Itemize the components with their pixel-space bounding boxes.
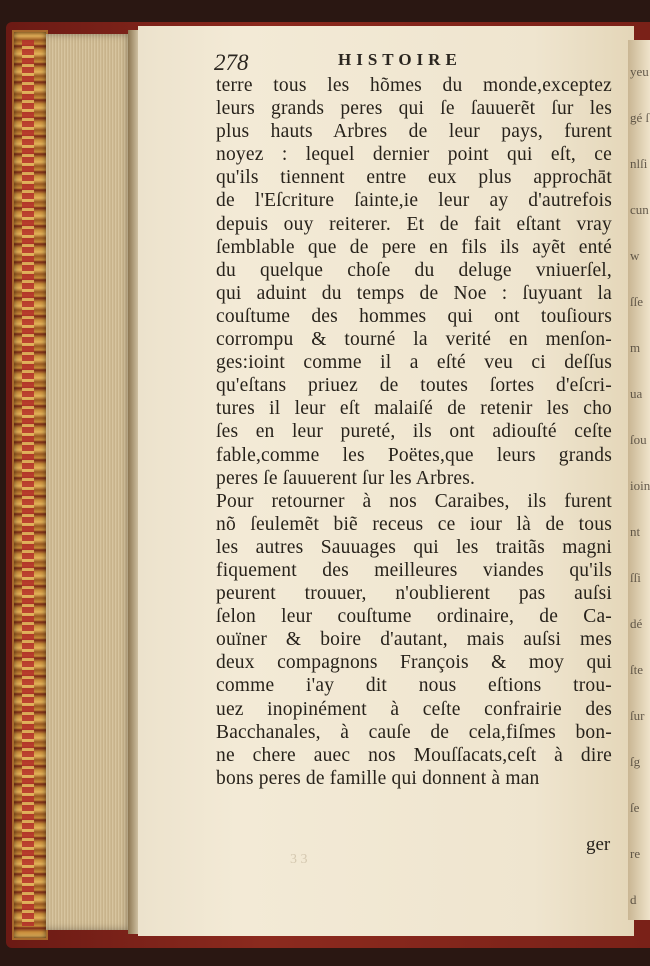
text-line: du quelque choſe du deluge vniuerſel, <box>216 259 612 281</box>
text-line: qui aduint du temps de Noe : ſuyuant la <box>216 282 612 304</box>
next-page-fragment: d <box>630 892 637 907</box>
next-page-fragment: nt <box>630 524 641 539</box>
text-line: comme i'ay dit nous eſtions trou- <box>216 675 612 697</box>
faint-bleed-mark: 3 3 <box>290 852 308 867</box>
text-line: ges:ioint comme il a eſté veu ci deſſus <box>216 352 612 374</box>
text-line: leurs grands peres qui ſe ſauuerẽt ſur les <box>216 98 612 120</box>
text-line: ſemblable que de pere en fils ils ayẽt enté <box>216 236 612 258</box>
next-page-fragment: ſſi <box>630 570 641 585</box>
text-line: qu'ils tiennent entre eux plus approchāt <box>216 167 612 189</box>
text-line: de l'Eſcriture ſainte,ie leur ay d'autrefois <box>216 190 612 212</box>
gilt-inner-decoration <box>22 40 34 926</box>
text-line: tures il leur eſt malaiſé de retenir les cho <box>216 398 612 420</box>
next-page-fragment: yeu <box>630 64 649 79</box>
next-page-fragment: ſou <box>630 432 647 447</box>
text-line: depuis ouy reiterer. Et de fait eſtant vray <box>216 213 612 235</box>
text-line: peurent trouuer, n'oublierent pas auſsi <box>216 583 612 605</box>
text-line: uez inopinément à ceſte confrairie des <box>216 698 612 720</box>
text-line: noyez : lequel dernier point qui eſt, ce <box>216 144 612 166</box>
next-page-fragment: ſur <box>630 708 645 723</box>
text-line: deux compagnons François & moy qui <box>216 652 612 674</box>
text-line: fable,comme les Poëtes,que leurs grands <box>216 444 612 466</box>
next-page-fragment: ioin <box>630 478 650 493</box>
next-page-fragment: ſſe <box>630 294 643 309</box>
text-line: ſelon leur couſtume ordinaire, de Ca- <box>216 606 612 628</box>
text-line: bons peres de famille qui donnent à man <box>216 767 540 789</box>
page-edges <box>46 34 132 930</box>
text-line: couſtume des hommes qui ont touſiours <box>216 305 612 327</box>
next-page-fragment: cun <box>630 202 649 217</box>
text-line: Pour retourner à nos Caraibes, ils furent <box>216 490 612 512</box>
text-line: ouïner & boire d'autant, mais auſsi mes <box>216 629 612 651</box>
page-header <box>214 42 634 75</box>
catchword: ger <box>586 834 611 855</box>
text-line: terre tous les hõmes du monde,exceptez <box>216 75 612 96</box>
next-page-fragment: ſe <box>630 800 640 815</box>
text-line: corrompu & tourné la verité en menſon- <box>216 329 612 351</box>
text-line: ne chere auec nos Mouſſacats,ceſt à dire <box>216 744 612 766</box>
next-page-sliver <box>628 40 650 920</box>
text-line: Bacchanales, à cauſe de cela,fiſmes bon- <box>216 721 612 743</box>
page-number: 278 <box>214 50 249 75</box>
next-page-fragment: nlſi <box>630 156 648 171</box>
next-page-fragment: gé ſ <box>630 110 650 125</box>
text-line: peres ſe ſauuerent ſur les Arbres. <box>216 467 476 489</box>
text-line: qu'eſtans priuez de toutes ſortes d'eſcri- <box>216 375 612 397</box>
text-line: nõ ſeulemẽt biẽ receus ce iour là de tous <box>216 513 612 535</box>
text-line: ſes en leur pureté, ils ont adiouſté ceſte <box>216 421 612 443</box>
body-text <box>216 74 612 790</box>
next-page-fragment: ſg <box>630 754 641 769</box>
next-page-fragment: re <box>630 846 641 861</box>
next-page-fragment: m <box>630 340 641 355</box>
next-page-fragment: ua <box>630 386 643 401</box>
next-page-fragment: ſte <box>630 662 643 677</box>
text-line: plus hauts Arbres de leur pays, furent <box>216 121 612 143</box>
running-title: HISTOIRE <box>338 50 462 69</box>
text-line: fiquement des meilleures viandes qu'ils <box>216 559 612 581</box>
next-page-fragment: dé <box>630 616 643 631</box>
next-page-fragment: w <box>630 248 640 263</box>
text-line: les autres Sauuages qui les traitãs magni <box>216 536 612 558</box>
